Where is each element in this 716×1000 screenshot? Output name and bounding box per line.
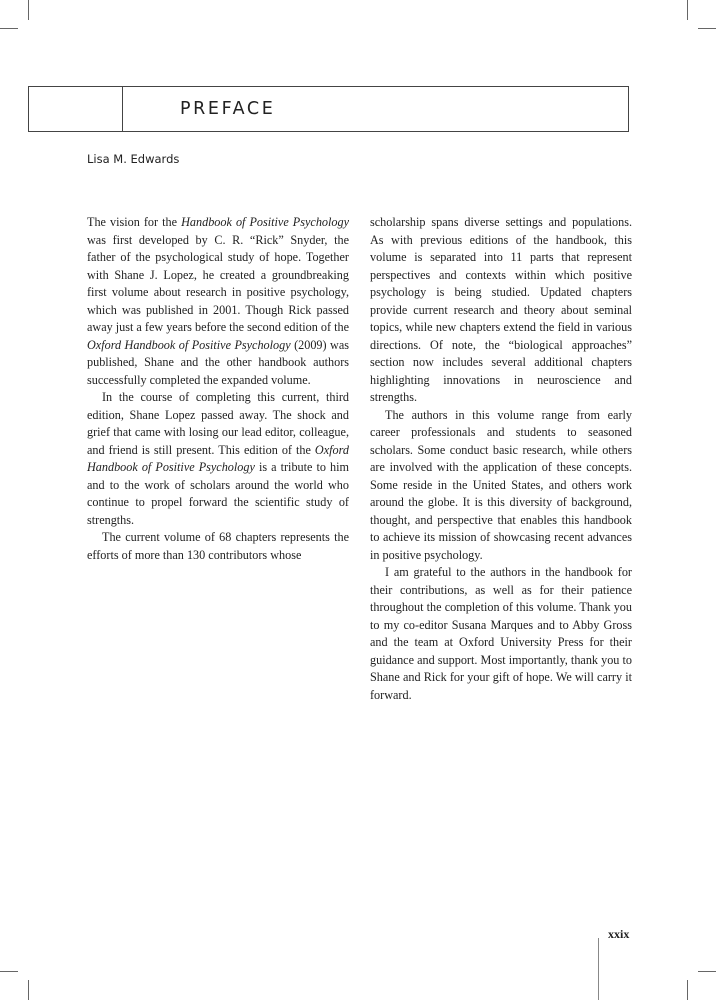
page-number: xxix xyxy=(608,927,630,941)
book-title: Oxford Handbook of Positive Psychology xyxy=(87,442,349,474)
paragraph-3: The current volume of 68 chapters represents the efforts of more than 130 contributors whose xyxy=(87,530,349,562)
crop-mark-top-right-horizontal xyxy=(698,28,716,29)
crop-mark-top-left-horizontal xyxy=(0,28,18,29)
paragraph-2: In the course of completing this current, third edition, Shane Lopez passed away. The shock and grief that came with losing our lead editor, colleague, and friend is still present. This edition of the Oxford Handbook of Positive Psychology is a tribute to him and to the work of scholars around the world who continue to propel forward the scientific study of strengths. xyxy=(87,390,349,527)
paragraph-3-continued: scholarship spans diverse settings and populations. As with previous editions of the handbook, this volume is separated into 11 parts that represent perspectives and contexts within which positive psychology is being studied. Updated chapters provide current research and theory about seminal topics, while new chapters extend the field in various directions. Of note, the “biological approaches” section now includes several additional chapters highlighting innovations in neuroscience and strengths. xyxy=(370,215,632,404)
page-edge-rule xyxy=(598,938,599,1000)
book-title: Handbook of Positive Psychology xyxy=(181,215,349,229)
crop-mark-bottom-left-horizontal xyxy=(0,971,18,972)
paragraph-5: I am grateful to the authors in the handbook for their contributions, as well as for their patience throughout the completion of this volume. Thank you to my co-editor Susana Marques and to Abby Gross and the team at Oxford University Press for their guidance and support. Most importantly, thank you to Shane and Rick for your gift of hope. We will carry it forward. xyxy=(370,565,632,702)
crop-mark-bottom-left-vertical xyxy=(28,980,29,1000)
crop-mark-bottom-right-vertical xyxy=(687,980,688,1000)
paragraph-1: The vision for the Handbook of Positive Psychology was first developed by C. R. “Rick” Snyder, the father of the psychological study of hope. Together with Shane J. Lopez, he created a groundbreaking first volume about research in positive psychology, which was published in 2001. Though Rick passed away just a few years before the second edition of the Oxford Handbook of Positive Psychology (2009) was published, Shane and the other handbook authors successfully completed the expanded volume. xyxy=(87,215,349,387)
crop-mark-top-left-vertical xyxy=(28,0,29,20)
text-column-left xyxy=(87,214,349,564)
crop-mark-top-right-vertical xyxy=(687,0,688,20)
paragraph-4: The authors in this volume range from early career professionals and students to seasoned scholars. Some conduct basic research, while others are involved with the application of these concepts. Some reside in the United States, and others work around the globe. It is this diversity of background, thought, and perspective that enables this handbook to achieve its mission of showcasing recent advances in positive psychology. xyxy=(370,407,632,562)
book-title: Oxford Handbook of Positive Psychology xyxy=(87,337,291,352)
header-divider xyxy=(122,87,123,131)
crop-mark-bottom-right-horizontal xyxy=(698,971,716,972)
text-column-right xyxy=(370,214,632,704)
chapter-header-box xyxy=(28,86,629,132)
chapter-title: PREFACE xyxy=(180,99,276,119)
author-name: Lisa M. Edwards xyxy=(87,152,180,166)
